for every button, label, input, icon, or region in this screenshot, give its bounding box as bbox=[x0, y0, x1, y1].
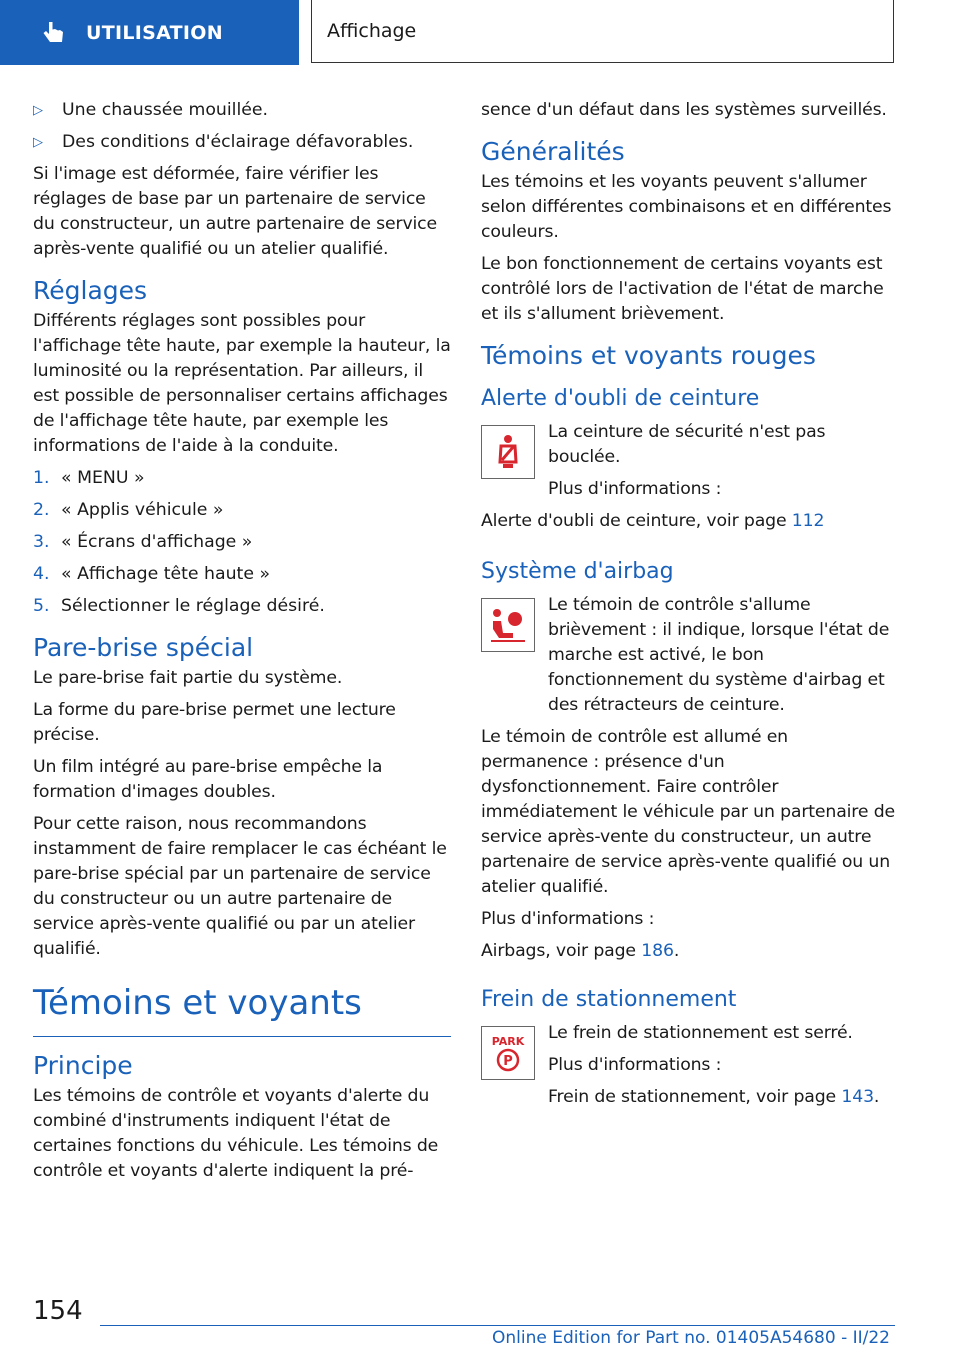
list-item: ▷ Des conditions d'éclairage défavorables. bbox=[33, 130, 451, 155]
paragraph: Plus d'informations : bbox=[548, 1055, 722, 1075]
paragraph: Alerte d'oubli de ceinture, voir page 112 bbox=[481, 511, 825, 531]
parking-brake-icon bbox=[481, 1026, 535, 1080]
right-column bbox=[481, 98, 899, 1117]
list-item: ▷ Une chaussée mouillée. bbox=[33, 98, 451, 123]
page-title: Affichage bbox=[327, 20, 417, 42]
paragraph: sence d'un défaut dans les systèmes surveillés. bbox=[481, 100, 887, 120]
parking-brake-warning bbox=[481, 1021, 899, 1117]
page-link[interactable]: 186 bbox=[641, 941, 674, 961]
paragraph: Les témoins de contrôle et voyants d'alerte du combiné d'instruments indiquent l'état de certaines fonctions du véhicule. Les témoins de contrôle et voyants d'alerte indiquent la pré- bbox=[33, 1086, 439, 1181]
paragraph: Différents réglages sont possibles pour l'affichage tête haute, par exemple la hauteur, la luminosité ou la représentation. Par ailleurs, il est possible de personnaliser certains affichages de l'affichage tête haute, par exemple les informations de l'aide à la conduite. bbox=[33, 311, 451, 456]
left-column bbox=[33, 98, 451, 1191]
triangle-bullet-icon: ▷ bbox=[33, 103, 43, 118]
heading-frein: Frein de stationnement bbox=[481, 987, 737, 1012]
heading-reglages: Réglages bbox=[33, 276, 148, 305]
heading-airbag: Système d'airbag bbox=[481, 559, 674, 584]
paragraph: Si l'image est déformée, faire vérifier les réglages de base par un partenaire de service du constructeur, un autre partenaire de service après-vente qualifié ou un atelier qualifié. bbox=[33, 164, 438, 259]
paragraph: Le pare-brise fait partie du système. bbox=[33, 668, 343, 688]
heading-generalites: Généralités bbox=[481, 137, 625, 166]
paragraph: La ceinture de sécurité n'est pas bouclée. bbox=[548, 422, 826, 467]
airbag-warning-icon bbox=[481, 598, 535, 652]
airbag-warning bbox=[481, 593, 899, 725]
page-number: 154 bbox=[33, 1296, 83, 1326]
page-title-box bbox=[311, 0, 894, 63]
edition-text: Online Edition for Part no. 01405A54680 - II/22 bbox=[491, 1328, 890, 1348]
paragraph: Un film intégré au pare-brise empêche la formation d'images doubles. bbox=[33, 757, 383, 802]
heading-pare-brise: Pare-brise spécial bbox=[33, 633, 254, 662]
list-item: 5. Sélectionner le réglage désiré. bbox=[33, 596, 325, 616]
heading-temoins: Témoins et voyants bbox=[33, 982, 451, 1037]
heading-principe: Principe bbox=[33, 1051, 133, 1080]
heading-ceinture: Alerte d'oubli de ceinture bbox=[481, 386, 760, 411]
section-tab bbox=[0, 0, 299, 65]
list-item: 1. « MENU » bbox=[33, 468, 145, 488]
steps-list bbox=[33, 466, 451, 619]
seatbelt-warning-icon bbox=[481, 425, 535, 479]
paragraph: Le témoin de contrôle est allumé en permanence : présence d'un dysfonctionnement. Faire contrôler immédiatement le véhicule par un partenaire de service après-vente du constructeur, un autre partenaire de service après-vente qualifié ou un atelier qualifié. bbox=[481, 727, 896, 897]
paragraph: Plus d'informations : bbox=[481, 909, 655, 929]
park-p-label: P bbox=[503, 1054, 513, 1069]
footer-divider bbox=[100, 1325, 895, 1326]
section-title: UTILISATION bbox=[86, 21, 223, 44]
triangle-bullet-icon: ▷ bbox=[33, 135, 43, 150]
park-label: PARK bbox=[491, 1035, 525, 1048]
paragraph: Frein de stationnement, voir page 143. bbox=[548, 1087, 880, 1107]
list-item: 2. « Applis véhicule » bbox=[33, 500, 224, 520]
page-link[interactable]: 143 bbox=[841, 1087, 874, 1107]
list-item: 4. « Affichage tête haute » bbox=[33, 564, 271, 584]
seatbelt-warning bbox=[481, 420, 899, 509]
paragraph: Le témoin de contrôle s'allume brièvement : il indique, lorsque l'état de marche est activé, le bon fonctionnement du système d'airbag et des rétracteurs de ceinture. bbox=[548, 595, 890, 715]
paragraph: La forme du pare-brise permet une lecture précise. bbox=[33, 700, 396, 745]
paragraph: Airbags, voir page 186. bbox=[481, 941, 680, 961]
hand-pointer-icon bbox=[40, 18, 70, 48]
paragraph: Le bon fonctionnement de certains voyants est contrôlé lors de l'activation de l'état de marche et ils s'allument brièvement. bbox=[481, 254, 884, 324]
paragraph: Les témoins et les voyants peuvent s'allumer selon différentes combinaisons et en différentes couleurs. bbox=[481, 172, 892, 242]
page-link[interactable]: 112 bbox=[791, 511, 825, 531]
paragraph: Pour cette raison, nous recommandons instamment de faire remplacer le cas échéant le pare-brise spécial par un partenaire de service du constructeur ou un autre partenaire de service après-vente qualifié ou par un atelier qualifié. bbox=[33, 814, 447, 959]
bullet-list bbox=[33, 98, 451, 155]
paragraph: Le frein de stationnement est serré. bbox=[548, 1023, 853, 1043]
paragraph: Plus d'informations : bbox=[548, 479, 722, 499]
heading-rouges: Témoins et voyants rouges bbox=[481, 341, 816, 370]
list-item: 3. « Écrans d'affichage » bbox=[33, 532, 253, 552]
